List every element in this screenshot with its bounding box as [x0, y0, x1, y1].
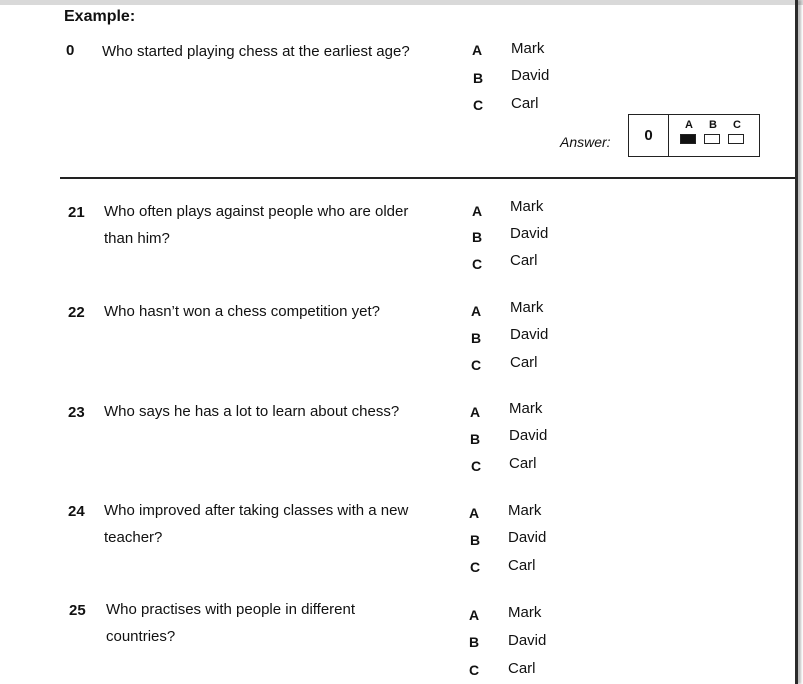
question-number: 25 — [69, 602, 86, 619]
answer-box-b — [704, 134, 720, 144]
option-text: David — [510, 326, 549, 343]
option-letter: C — [469, 662, 480, 678]
option-letter: C — [473, 97, 484, 113]
option-letter: A — [471, 303, 482, 319]
option-letter: C — [472, 256, 483, 272]
question-text: Who hasn’t won a chess competition yet? — [104, 303, 380, 320]
option-text: Mark — [510, 198, 544, 215]
option-letter: B — [473, 70, 484, 86]
option-letter: C — [471, 357, 482, 373]
answer-box-c — [728, 134, 744, 144]
option-text: David — [511, 67, 550, 84]
option-text: David — [510, 225, 549, 242]
option-letter: A — [470, 404, 481, 420]
question-text: Who started playing chess at the earliest age? — [102, 43, 410, 60]
option-letter: A — [469, 607, 480, 623]
question-text: Who improved after taking classes with a new teacher? — [104, 502, 409, 546]
option-text: Mark — [510, 299, 544, 316]
option-letter: C — [471, 458, 482, 474]
option-text: Carl — [509, 455, 537, 472]
answer-box-a-filled — [680, 134, 696, 144]
option-text: Carl — [508, 557, 536, 574]
option-letter: B — [470, 431, 481, 447]
answer-number: 0 — [629, 115, 669, 156]
answer-label: Answer: — [560, 134, 611, 150]
question-number: 22 — [68, 304, 85, 321]
answer-box — [628, 114, 760, 157]
question-text: Who says he has a lot to learn about chess? — [104, 403, 400, 420]
section-divider — [60, 177, 795, 179]
option-letter: B — [471, 330, 482, 346]
option-text: David — [508, 529, 547, 546]
option-text: David — [509, 427, 548, 444]
option-text: Carl — [510, 252, 538, 269]
option-letter: A — [472, 203, 483, 219]
option-letter: B — [472, 229, 483, 245]
option-text: Carl — [510, 354, 538, 371]
option-letter: B — [469, 634, 480, 650]
question-text: Who often plays against people who are older than him? — [104, 203, 409, 247]
example-heading: Example: — [64, 8, 136, 25]
question-number: 24 — [68, 503, 85, 520]
option-text: Mark — [511, 40, 545, 57]
option-letter: B — [470, 532, 481, 548]
answer-grid-letter: C — [733, 119, 741, 131]
option-text: Carl — [511, 95, 539, 112]
answer-grid-letter: B — [709, 119, 717, 131]
option-letter: C — [470, 559, 481, 575]
question-number: 21 — [68, 204, 85, 221]
question-text: Who practises with people in different countries? — [106, 601, 356, 645]
answer-grid-letter: A — [685, 119, 693, 131]
option-text: Mark — [508, 502, 542, 519]
option-text: Mark — [509, 400, 543, 417]
question-number: 0 — [66, 42, 75, 59]
option-text: Carl — [508, 660, 536, 677]
option-text: Mark — [508, 604, 542, 621]
option-text: David — [508, 632, 547, 649]
question-number: 23 — [68, 404, 85, 421]
option-letter: A — [472, 42, 483, 58]
option-letter: A — [469, 505, 480, 521]
